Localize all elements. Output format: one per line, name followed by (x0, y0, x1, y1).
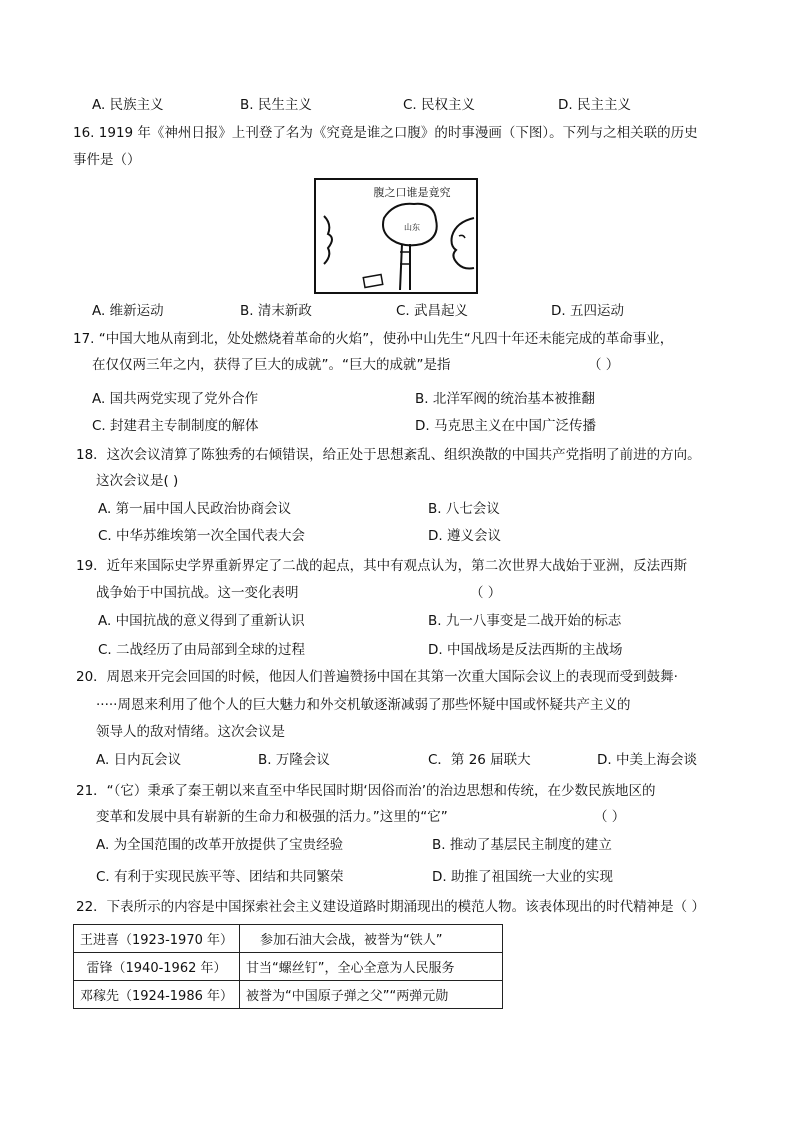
q21-stem-line1: 21．“（它）秉承了秦王朝以来直至中华民国时期‘因俗而治’的治边思想和传统，在少数民族地区的 (76, 783, 656, 799)
q18-option-d: D. 遵义会议 (428, 528, 501, 544)
table-cell-name: 王进喜（1923-1970 年） (74, 925, 240, 953)
q22-stem-line1: 22．下表所示的内容是中国探索社会主义建设道路时期涌现出的模范人物。该表体现出的时代精神是（ ） (76, 899, 705, 915)
q20-stem-line1: 20．周恩来开完会回国的时候，他因人们普遍赞扬中国在其第一次重大国际会议上的表现而受到鼓舞· (76, 669, 678, 685)
q17-option-a: A. 国共两党实现了党外合作 (92, 391, 259, 407)
q16-option-b: B. 清末新政 (240, 303, 312, 319)
q21-stem-line2: 变革和发展中具有崭新的生命力和极强的活力。”这里的“它” (96, 809, 448, 825)
q16-option-c: C. 武昌起义 (396, 303, 469, 319)
table-cell-name: 雷锋（1940-1962 年） (74, 953, 240, 981)
q15-option-d: D. 民主主义 (558, 97, 631, 113)
q17-option-c: C. 封建君主专制制度的解体 (92, 418, 259, 434)
q17-option-d: D. 马克思主义在中国广泛传播 (415, 418, 596, 434)
table-cell-name: 邓稼先（1924-1986 年） (74, 981, 240, 1009)
comic-tree-label: 山东 (404, 223, 420, 232)
q20-stem-line2: ·····周恩来利用了他个人的巨大魅力和外交机敏逐渐减弱了那些怀疑中国或怀疑共产主义的 (96, 697, 631, 713)
table-row (74, 981, 503, 1009)
q20-stem-line3: 领导人的敌对情绪。这次会议是 (96, 724, 285, 740)
q21-option-a: A. 为全国范围的改革开放提供了宝贵经验 (96, 837, 344, 853)
q18-option-c: C. 中华苏维埃第一次全国代表大会 (98, 528, 306, 544)
table-cell-desc: 被誉为“中国原子弹之父”“两弹元勋 (240, 981, 503, 1009)
table-cell-desc: 参加石油大会战，被誉为“铁人” (240, 925, 503, 953)
q21-option-b: B. 推动了基层民主制度的建立 (432, 837, 612, 853)
q20-option-a: A. 日内瓦会议 (96, 752, 182, 768)
q16-option-d: D. 五四运动 (551, 303, 624, 319)
table-cell-desc: 甘当“螺丝钉”，全心全意为人民服务 (240, 953, 503, 981)
q19-answer-paren: （ ） (470, 585, 502, 601)
q19-option-c: C. 二战经历了由局部到全球的过程 (98, 642, 306, 658)
q20-option-b: B. 万隆会议 (258, 752, 330, 768)
q16-cartoon-image (314, 178, 478, 294)
q17-stem-line1: 17. “中国大地从南到北，处处燃烧着革命的火焰”，使孙中山先生“凡四十年还未能完成的革命事业， (73, 331, 674, 347)
comic-caption-text: 腹之口谁是竟究 (373, 186, 451, 199)
q21-answer-paren: （ ） (594, 809, 626, 825)
q19-stem-line1: 19．近年来国际史学界重新界定了二战的起点，其中有观点认为，第二次世界大战始于亚洲，反法西斯 (76, 558, 688, 574)
q20-option-c: C．第 26 届联大 (428, 752, 531, 768)
q18-stem-line1: 18．这次会议清算了陈独秀的右倾错误，给正处于思想紊乱、组织涣散的中国共产党指明了前进的方向。 (76, 447, 701, 463)
table-row (74, 925, 503, 953)
q16-stem-line1: 16. 1919 年《神州日报》上刊登了名为《究竟是谁之口腹》的时事漫画（下图）。下列与之相关联的历史 (73, 125, 698, 141)
q18-option-a: A. 第一届中国人民政治协商会议 (98, 501, 292, 517)
q19-stem-line2: 战争始于中国抗战。这一变化表明 (96, 585, 299, 601)
q18-stem-line2: 这次会议是( ) (96, 473, 179, 489)
q15-option-c: C. 民权主义 (403, 97, 476, 113)
q17-stem-line2: 在仅仅两三年之内，获得了巨大的成就”。“巨大的成就”是指 (92, 357, 451, 373)
model-figures-table (73, 924, 503, 1009)
q16-option-a: A. 维新运动 (92, 303, 164, 319)
q19-option-b: B. 九一八事变是二战开始的标志 (428, 613, 622, 629)
table-row (74, 953, 503, 981)
q18-option-b: B. 八七会议 (428, 501, 500, 517)
q19-option-d: D. 中国战场是反法西斯的主战场 (428, 642, 623, 658)
q15-option-a: A. 民族主义 (92, 97, 164, 113)
q16-stem-line2: 事件是（） (73, 152, 141, 168)
q21-option-d: D. 助推了祖国统一大业的实现 (432, 869, 613, 885)
q15-option-b: B. 民生主义 (240, 97, 312, 113)
q19-option-a: A. 中国抗战的意义得到了重新认识 (98, 613, 305, 629)
q21-option-c: C. 有利于实现民族平等、团结和共同繁荣 (96, 869, 344, 885)
q20-option-d: D. 中美上海会谈 (597, 752, 697, 768)
q17-option-b: B. 北洋军阀的统治基本被推翻 (415, 391, 595, 407)
q17-answer-paren: （ ） (588, 357, 620, 373)
